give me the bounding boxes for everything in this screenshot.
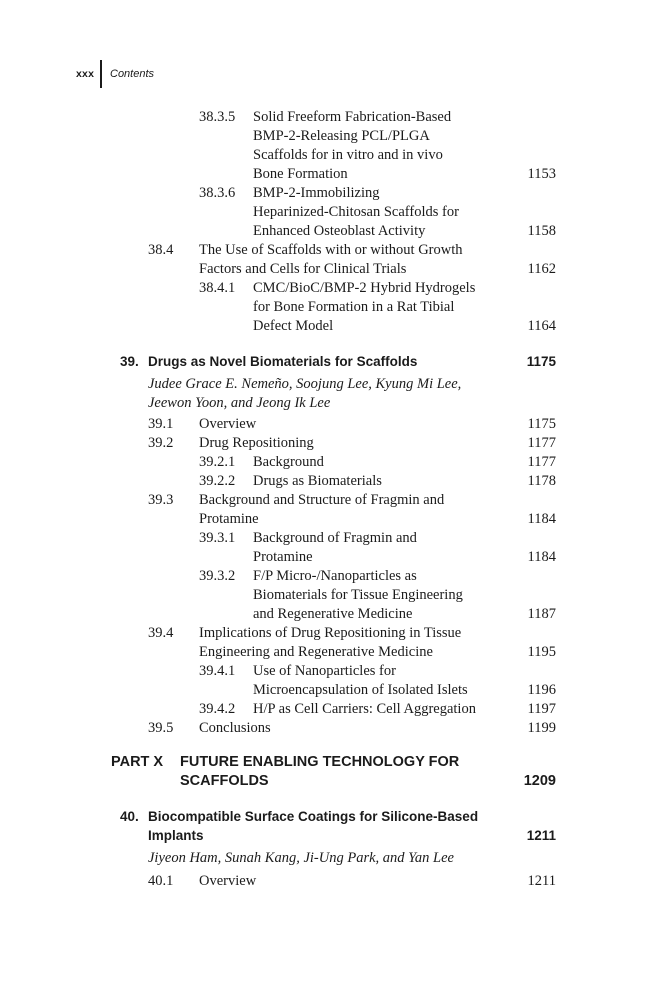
chapter-number: 39.: [120, 354, 139, 369]
entry-title-line: Background and Structure of Fragmin and: [199, 492, 445, 508]
entry-title-line: BMP-2-Immobilizing: [253, 185, 380, 201]
entry-title-line: Engineering and Regenerative Medicine: [199, 644, 433, 660]
entry-number: 39.5: [148, 720, 174, 736]
header-running-title: Contents: [110, 68, 155, 80]
entry-page-number: 1175: [527, 416, 556, 432]
chapter-authors: Jiyeon Ham, Sunah Kang, Ji-Ung Park, and Yan Lee: [148, 850, 454, 866]
entry-number: 38.3.5: [199, 109, 236, 125]
entry-title-line: Bone Formation: [253, 166, 348, 182]
entry-number: 39.2.2: [199, 473, 236, 489]
entry-title-line: Factors and Cells for Clinical Trials: [199, 261, 407, 277]
chapter-authors: Judee Grace E. Nemeño, Soojung Lee, Kyung Mi Lee,: [148, 376, 462, 392]
entry-title-line: Background: [253, 454, 324, 470]
entry-title-line: Scaffolds for in vitro and in vivo: [253, 147, 443, 163]
entry-title-line: Biomaterials for Tissue Engineering: [253, 587, 463, 603]
chapter-title: Biocompatible Surface Coatings for Silicone-Based: [148, 809, 479, 824]
entry-title-line: Protamine: [253, 549, 313, 565]
entry-number: 40.1: [148, 873, 174, 889]
entry-page-number: 1195: [527, 644, 556, 660]
header-page-number: xxx: [76, 68, 95, 80]
entry-number: 38.3.6: [199, 185, 236, 201]
entry-title-line: Solid Freeform Fabrication-Based: [253, 109, 452, 125]
entry-title-line: Overview: [199, 416, 257, 432]
chapter-page-number: 1211: [526, 828, 556, 843]
entry-number: 39.2: [148, 435, 174, 451]
entry-title-line: for Bone Formation in a Rat Tibial: [253, 299, 455, 315]
entry-title-line: Enhanced Osteoblast Activity: [253, 223, 426, 239]
chapter-authors: Jeewon Yoon, and Jeong Ik Lee: [148, 395, 331, 411]
entry-title-line: Protamine: [199, 511, 259, 527]
entry-title-line: Conclusions: [199, 720, 271, 736]
chapter-page-number: 1175: [526, 354, 556, 369]
part-title-line: SCAFFOLDS: [180, 773, 269, 789]
entry-number: 39.1: [148, 416, 174, 432]
entry-number: 39.4: [148, 625, 174, 641]
entry-number: 38.4: [148, 242, 174, 258]
entry-page-number: 1197: [527, 701, 556, 717]
entry-title-line: CMC/BioC/BMP-2 Hybrid Hydrogels: [253, 280, 476, 296]
entry-title-line: BMP-2-Releasing PCL/PLGA: [253, 128, 430, 144]
entry-page-number: 1199: [527, 720, 556, 736]
entry-title-line: Heparinized-Chitosan Scaffolds for: [253, 204, 459, 220]
entry-page-number: 1177: [527, 454, 556, 470]
entry-page-number: 1177: [527, 435, 556, 451]
part-title-line: FUTURE ENABLING TECHNOLOGY FOR: [180, 754, 460, 770]
header-divider: [100, 60, 102, 88]
chapter-number: 40.: [120, 809, 139, 824]
entry-page-number: 1164: [527, 318, 556, 334]
entry-title-line: H/P as Cell Carriers: Cell Aggregation: [253, 701, 476, 717]
entry-number: 39.3.2: [199, 568, 236, 584]
entry-page-number: 1196: [527, 682, 556, 698]
entry-page-number: 1153: [527, 166, 556, 182]
chapter-title: Implants: [148, 828, 204, 843]
entry-title-line: Overview: [199, 873, 257, 889]
entry-title-line: Implications of Drug Repositioning in Tissue: [199, 625, 462, 641]
part-label: PART X: [111, 754, 164, 770]
entry-number: 39.3: [148, 492, 174, 508]
entry-number: 39.4.1: [199, 663, 236, 679]
entry-title-line: F/P Micro-/Nanoparticles as: [253, 568, 417, 584]
entry-page-number: 1162: [527, 261, 556, 277]
entry-page-number: 1158: [527, 223, 556, 239]
entry-title-line: and Regenerative Medicine: [253, 606, 413, 622]
entry-title-line: Microencapsulation of Isolated Islets: [253, 682, 468, 698]
entry-number: 39.4.2: [199, 701, 236, 717]
entry-title-line: Drugs as Biomaterials: [253, 473, 382, 489]
entry-title-line: Defect Model: [253, 318, 334, 334]
entry-title-line: The Use of Scaffolds with or without Growth: [199, 242, 463, 258]
entry-title-line: Background of Fragmin and: [253, 530, 417, 546]
entry-number: 38.4.1: [199, 280, 236, 296]
entry-page-number: 1211: [527, 873, 556, 889]
entry-page-number: 1184: [527, 549, 556, 565]
chapter-title: Drugs as Novel Biomaterials for Scaffolds: [148, 354, 418, 369]
entry-page-number: 1184: [527, 511, 556, 527]
entry-title-line: Drug Repositioning: [199, 435, 314, 451]
entry-page-number: 1187: [527, 606, 556, 622]
entry-number: 39.2.1: [199, 454, 236, 470]
entry-number: 39.3.1: [199, 530, 236, 546]
entry-title-line: Use of Nanoparticles for: [253, 663, 396, 679]
entry-page-number: 1178: [527, 473, 556, 489]
part-page-number: 1209: [523, 773, 556, 789]
